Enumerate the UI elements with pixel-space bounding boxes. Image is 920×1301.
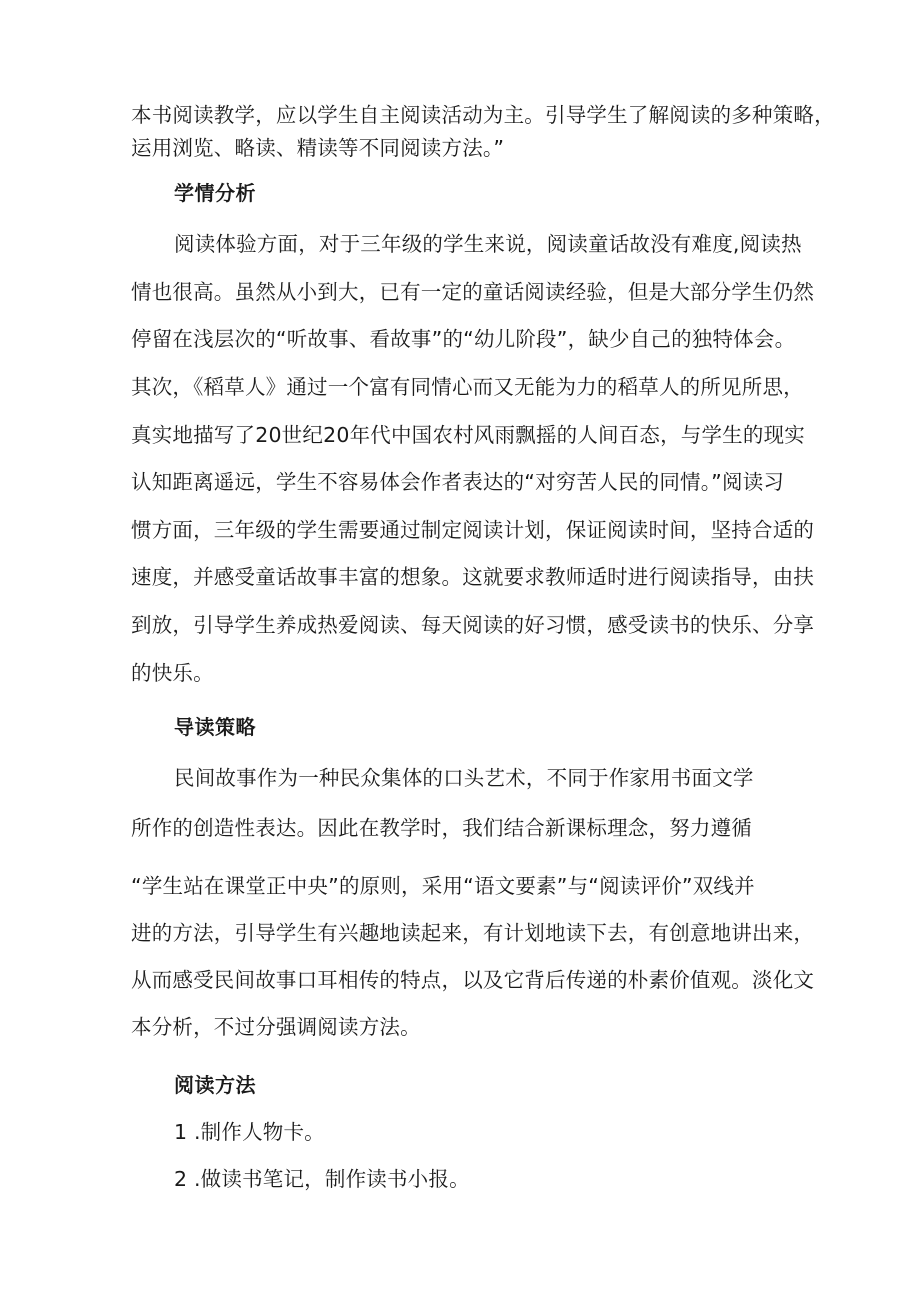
paragraph-line: “学生站在课堂正中央”的原则，采用“语文要素”与“阅读评价”双线并 <box>131 874 755 898</box>
paragraph-line: 进的方法，引导学生有兴趣地读起来，有计划地读下去，有创意地讲出来， <box>131 921 815 945</box>
paragraph-line: 的快乐。 <box>131 661 214 685</box>
paragraph-line: 速度，并感受童话故事丰富的想象。这就要求教师适时进行阅读指导，由扶 <box>131 565 815 589</box>
intro-line-1: 本书阅读教学，应以学生自主阅读活动为主。引导学生了解阅读的多种策略， <box>131 103 835 127</box>
paragraph-line: 认知距离遥远，学生不容易体会作者表达的“对穷苦人民的同情。”阅读习 <box>131 470 785 494</box>
section-heading-reading-methods: 阅读方法 <box>174 1073 256 1097</box>
paragraph-line: 本分析，不过分强调阅读方法。 <box>131 1015 421 1039</box>
paragraph-line: 其次，《稻草人》通过一个富有同情心而又无能为力的稻草人的所见所思， <box>131 375 804 399</box>
paragraph-line: 所作的创造性表达。因此在教学时，我们结合新课标理念，努力遵循 <box>131 816 752 840</box>
paragraph-line: 阅读体验方面，对于三年级的学生来说，阅读童话故没有难度,阅读热 <box>174 232 802 256</box>
paragraph-line: 民间故事作为一种民众集体的口头艺术，不同于作家用书面文学 <box>174 766 754 790</box>
list-item: 2 .做读书笔记，制作读书小报。 <box>174 1167 470 1191</box>
paragraph-line: 惯方面，三年级的学生需要通过制定阅读计划，保证阅读时间，坚持合适的 <box>131 518 815 542</box>
paragraph-line: 真实地描写了20世纪20年代中国农村风雨飘摇的人间百态，与学生的现实 <box>131 423 805 447</box>
paragraph-line: 停留在浅层次的“听故事、看故事”的“幼儿阶段”，缺少自己的独特体会。 <box>131 327 796 351</box>
list-item: 1 .制作人物卡。 <box>174 1120 325 1144</box>
section-heading-reading-strategy: 导读策略 <box>174 715 256 739</box>
paragraph-line: 从而感受民间故事口耳相传的特点，以及它背后传递的朴素价值观。淡化文 <box>131 968 815 992</box>
paragraph-line: 情也很高。虽然从小到大，已有一定的童话阅读经验，但是大部分学生仍然 <box>131 280 815 304</box>
paragraph-line: 到放，引导学生养成热爱阅读、每天阅读的好习惯，感受读书的快乐、分享 <box>131 613 815 637</box>
section-heading-student-analysis: 学情分析 <box>174 181 256 205</box>
intro-line-2: 运用浏览、略读、精读等不同阅读方法。” <box>131 136 505 160</box>
